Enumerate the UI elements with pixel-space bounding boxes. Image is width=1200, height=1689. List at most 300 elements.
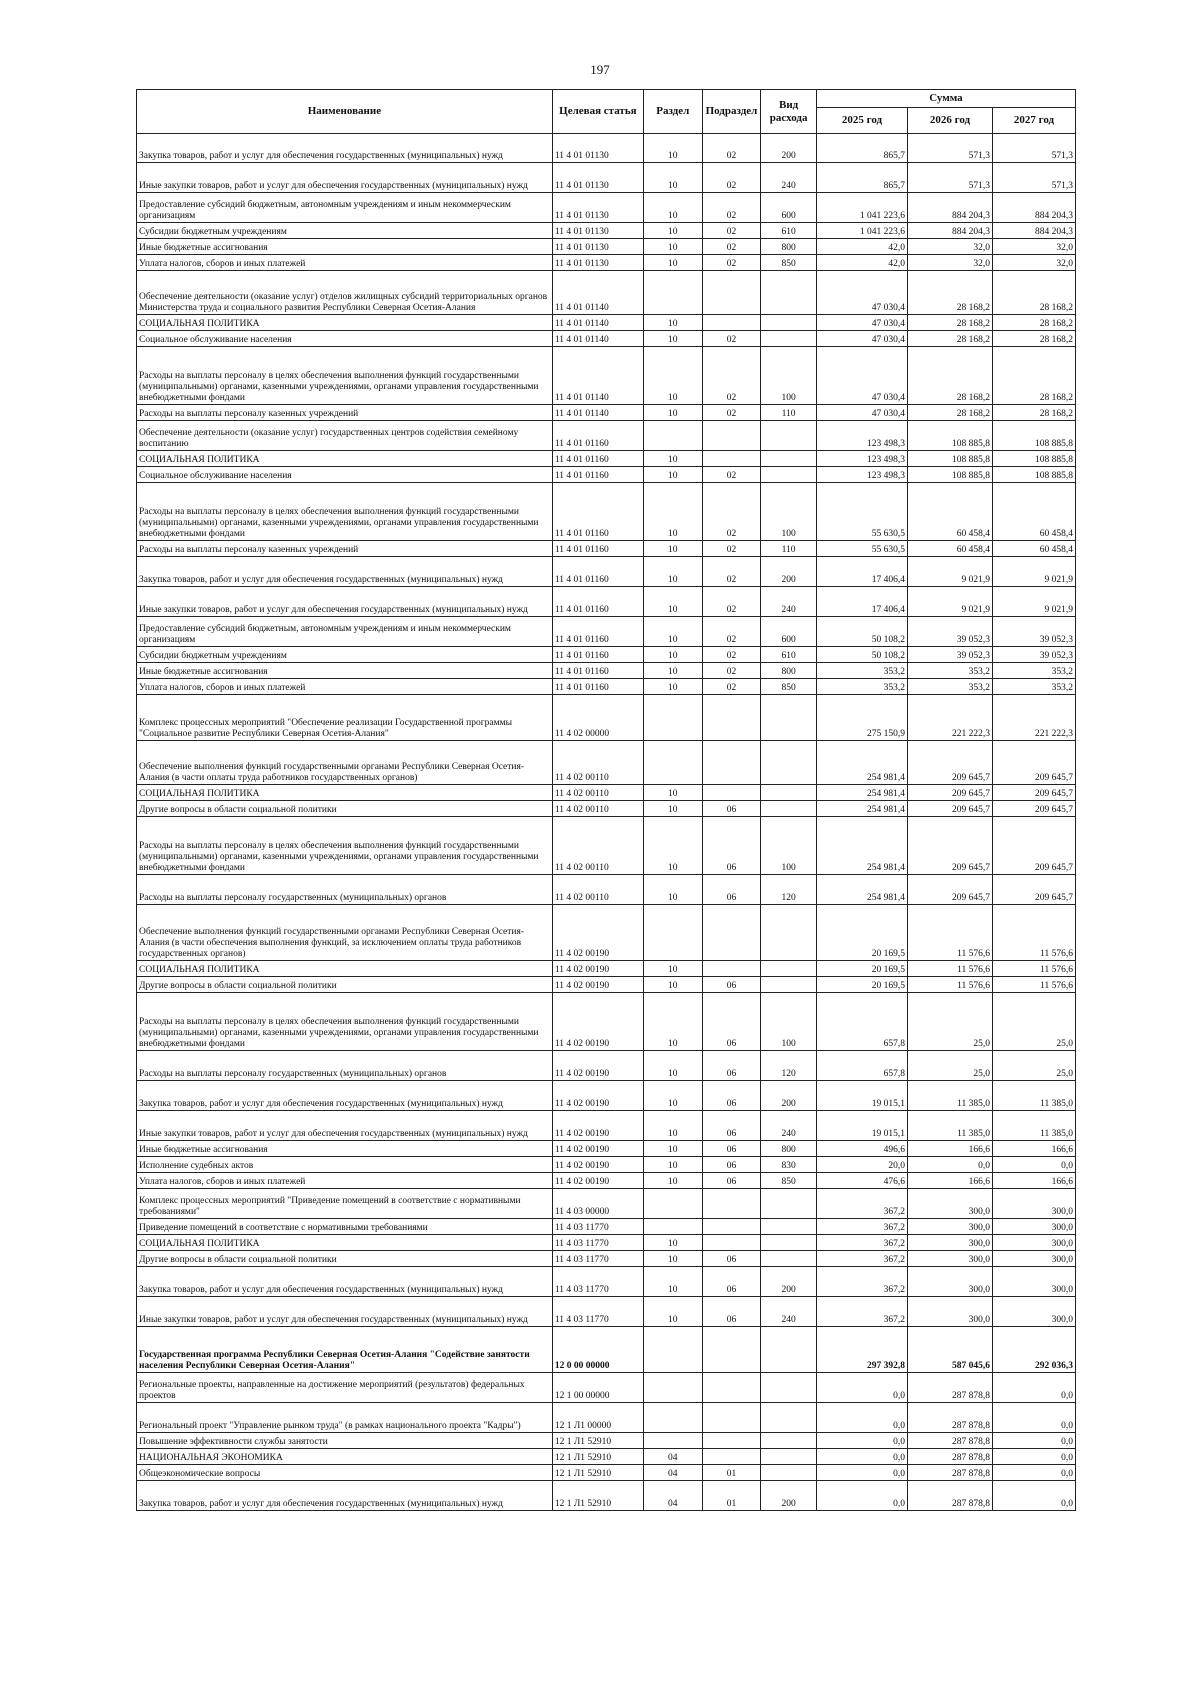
table-row — [137, 741, 1076, 785]
cell-name: Иные закупки товаров, работ и услуг для обеспечения государственных (муниципальных) нужд — [137, 587, 553, 617]
cell-target-article: 11 4 01 01160 — [552, 679, 643, 695]
cell-sum-2027: 108 885,8 — [992, 421, 1075, 451]
cell-expense-type: 110 — [761, 541, 817, 557]
cell-sum-2027: 60 458,4 — [992, 541, 1075, 557]
cell-sum-2026: 300,0 — [908, 1219, 993, 1235]
cell-sum-2027: 28 168,2 — [992, 405, 1075, 421]
cell-expense-type: 200 — [761, 1081, 817, 1111]
cell-sum-2026: 587 045,6 — [908, 1327, 993, 1373]
cell-name: Социальное обслуживание населения — [137, 467, 553, 483]
cell-target-article: 11 4 02 00110 — [552, 875, 643, 905]
cell-sum-2026: 108 885,8 — [908, 467, 993, 483]
table-row — [137, 1267, 1076, 1297]
cell-subsection — [702, 905, 761, 961]
cell-subsection — [702, 1219, 761, 1235]
table-row — [137, 1327, 1076, 1373]
cell-sum-2025: 254 981,4 — [816, 875, 907, 905]
cell-name: СОЦИАЛЬНАЯ ПОЛИТИКА — [137, 451, 553, 467]
cell-sum-2026: 108 885,8 — [908, 421, 993, 451]
cell-sum-2026: 9 021,9 — [908, 557, 993, 587]
cell-sum-2025: 0,0 — [816, 1373, 907, 1403]
cell-expense-type — [761, 451, 817, 467]
cell-sum-2025: 20 169,5 — [816, 961, 907, 977]
table-row — [137, 1157, 1076, 1173]
cell-sum-2025: 123 498,3 — [816, 451, 907, 467]
cell-section: 10 — [643, 875, 702, 905]
table-row — [137, 239, 1076, 255]
cell-sum-2025: 47 030,4 — [816, 347, 907, 405]
cell-sum-2026: 209 645,7 — [908, 801, 993, 817]
cell-name: Расходы на выплаты персоналу в целях обеспечения выполнения функций государственными (муниципальными) органами, казенными учреждениями, органами управления государственными внебюджетными фондами — [137, 993, 553, 1051]
cell-sum-2025: 55 630,5 — [816, 483, 907, 541]
cell-section — [643, 1219, 702, 1235]
cell-sum-2027: 9 021,9 — [992, 587, 1075, 617]
cell-section: 10 — [643, 315, 702, 331]
cell-subsection: 02 — [702, 347, 761, 405]
table-row — [137, 163, 1076, 193]
cell-sum-2026: 11 576,6 — [908, 905, 993, 961]
table-row — [137, 801, 1076, 817]
cell-sum-2027: 0,0 — [992, 1403, 1075, 1433]
cell-sum-2027: 166,6 — [992, 1141, 1075, 1157]
cell-expense-type: 120 — [761, 1051, 817, 1081]
table-row — [137, 255, 1076, 271]
cell-section: 10 — [643, 801, 702, 817]
cell-sum-2025: 19 015,1 — [816, 1111, 907, 1141]
cell-name: СОЦИАЛЬНАЯ ПОЛИТИКА — [137, 961, 553, 977]
cell-target-article: 11 4 03 11770 — [552, 1267, 643, 1297]
cell-sum-2026: 166,6 — [908, 1173, 993, 1189]
cell-name: Расходы на выплаты персоналу в целях обеспечения выполнения функций государственными (муниципальными) органами, казенными учреждениями, органами управления государственными внебюджетными фондами — [137, 347, 553, 405]
cell-subsection: 02 — [702, 223, 761, 239]
cell-sum-2026: 25,0 — [908, 993, 993, 1051]
cell-name: НАЦИОНАЛЬНАЯ ЭКОНОМИКА — [137, 1449, 553, 1465]
cell-sum-2026: 353,2 — [908, 679, 993, 695]
table-row — [137, 1111, 1076, 1141]
cell-section — [643, 1189, 702, 1219]
cell-expense-type: 100 — [761, 993, 817, 1051]
table-row — [137, 1081, 1076, 1111]
cell-section: 04 — [643, 1449, 702, 1465]
cell-sum-2026: 884 204,3 — [908, 223, 993, 239]
cell-sum-2025: 367,2 — [816, 1189, 907, 1219]
cell-subsection: 02 — [702, 193, 761, 223]
cell-sum-2027: 300,0 — [992, 1189, 1075, 1219]
cell-subsection: 01 — [702, 1465, 761, 1481]
cell-subsection — [702, 1373, 761, 1403]
cell-sum-2026: 11 576,6 — [908, 977, 993, 993]
cell-sum-2026: 884 204,3 — [908, 193, 993, 223]
cell-target-article: 12 1 Л1 00000 — [552, 1403, 643, 1433]
cell-section — [643, 1403, 702, 1433]
cell-sum-2027: 11 576,6 — [992, 977, 1075, 993]
cell-name: Исполнение судебных актов — [137, 1157, 553, 1173]
cell-section: 10 — [643, 647, 702, 663]
cell-target-article: 11 4 02 00190 — [552, 1141, 643, 1157]
table-row — [137, 817, 1076, 875]
cell-sum-2026: 353,2 — [908, 663, 993, 679]
table-row — [137, 223, 1076, 239]
cell-name: Уплата налогов, сборов и иных платежей — [137, 255, 553, 271]
cell-section: 10 — [643, 1297, 702, 1327]
cell-sum-2026: 287 878,8 — [908, 1373, 993, 1403]
cell-expense-type — [761, 315, 817, 331]
cell-subsection: 02 — [702, 467, 761, 483]
cell-target-article: 11 4 01 01140 — [552, 271, 643, 315]
cell-sum-2027: 571,3 — [992, 163, 1075, 193]
cell-name: Комплекс процессных мероприятий "Обеспечение реализации Государственной программы "Социальное развитие Республики Северная Осетия-Алания" — [137, 695, 553, 741]
cell-expense-type: 240 — [761, 1111, 817, 1141]
budget-table — [136, 89, 1076, 1511]
cell-subsection — [702, 1327, 761, 1373]
table-row — [137, 557, 1076, 587]
cell-name: Предоставление субсидий бюджетным, автономным учреждениям и иным некоммерческим организациям — [137, 617, 553, 647]
cell-sum-2025: 353,2 — [816, 663, 907, 679]
cell-sum-2027: 28 168,2 — [992, 315, 1075, 331]
cell-target-article: 11 4 01 01160 — [552, 451, 643, 467]
cell-name: Закупка товаров, работ и услуг для обеспечения государственных (муниципальных) нужд — [137, 557, 553, 587]
cell-sum-2025: 254 981,4 — [816, 785, 907, 801]
table-row — [137, 695, 1076, 741]
table-row — [137, 993, 1076, 1051]
cell-subsection — [702, 315, 761, 331]
cell-name: Расходы на выплаты персоналу государственных (муниципальных) органов — [137, 875, 553, 905]
cell-target-article: 11 4 01 01160 — [552, 557, 643, 587]
cell-sum-2025: 17 406,4 — [816, 557, 907, 587]
cell-sum-2026: 25,0 — [908, 1051, 993, 1081]
cell-expense-type: 600 — [761, 617, 817, 647]
cell-section: 10 — [643, 587, 702, 617]
cell-subsection — [702, 785, 761, 801]
cell-sum-2027: 25,0 — [992, 993, 1075, 1051]
cell-section: 10 — [643, 451, 702, 467]
header-year-2027: 2027 год — [992, 108, 1075, 134]
cell-name: Иные закупки товаров, работ и услуг для обеспечения государственных (муниципальных) нужд — [137, 163, 553, 193]
cell-sum-2025: 0,0 — [816, 1433, 907, 1449]
table-row — [137, 1251, 1076, 1267]
cell-expense-type: 120 — [761, 875, 817, 905]
cell-sum-2027: 209 645,7 — [992, 801, 1075, 817]
cell-sum-2026: 300,0 — [908, 1297, 993, 1327]
cell-expense-type — [761, 271, 817, 315]
cell-sum-2026: 300,0 — [908, 1267, 993, 1297]
cell-sum-2025: 47 030,4 — [816, 271, 907, 315]
cell-name: Закупка товаров, работ и услуг для обеспечения государственных (муниципальных) нужд — [137, 1481, 553, 1511]
table-row — [137, 405, 1076, 421]
cell-section: 10 — [643, 679, 702, 695]
cell-subsection — [702, 1403, 761, 1433]
cell-name: Расходы на выплаты персоналу казенных учреждений — [137, 541, 553, 557]
cell-name: Другие вопросы в области социальной политики — [137, 1251, 553, 1267]
cell-sum-2026: 571,3 — [908, 163, 993, 193]
cell-subsection: 02 — [702, 679, 761, 695]
cell-target-article: 11 4 02 00110 — [552, 785, 643, 801]
cell-sum-2025: 254 981,4 — [816, 741, 907, 785]
cell-sum-2025: 55 630,5 — [816, 541, 907, 557]
table-row — [137, 1449, 1076, 1465]
cell-subsection: 06 — [702, 801, 761, 817]
cell-expense-type — [761, 1327, 817, 1373]
cell-name: Иные закупки товаров, работ и услуг для обеспечения государственных (муниципальных) нужд — [137, 1297, 553, 1327]
cell-sum-2025: 20 169,5 — [816, 977, 907, 993]
cell-expense-type: 610 — [761, 223, 817, 239]
table-row — [137, 679, 1076, 695]
cell-sum-2026: 39 052,3 — [908, 647, 993, 663]
header-year-2026: 2026 год — [908, 108, 993, 134]
cell-subsection: 06 — [702, 1111, 761, 1141]
cell-sum-2025: 367,2 — [816, 1297, 907, 1327]
cell-sum-2027: 11 385,0 — [992, 1111, 1075, 1141]
cell-sum-2026: 287 878,8 — [908, 1449, 993, 1465]
cell-expense-type: 200 — [761, 557, 817, 587]
cell-sum-2026: 28 168,2 — [908, 315, 993, 331]
cell-sum-2026: 287 878,8 — [908, 1481, 993, 1511]
cell-expense-type: 240 — [761, 587, 817, 617]
cell-subsection: 02 — [702, 541, 761, 557]
cell-target-article: 11 4 02 00110 — [552, 741, 643, 785]
cell-section: 04 — [643, 1465, 702, 1481]
cell-section — [643, 1327, 702, 1373]
cell-subsection: 02 — [702, 663, 761, 679]
cell-target-article: 11 4 03 11770 — [552, 1297, 643, 1327]
cell-sum-2026: 0,0 — [908, 1157, 993, 1173]
cell-sum-2027: 209 645,7 — [992, 785, 1075, 801]
header-target-article: Целевая статья — [552, 90, 643, 134]
cell-sum-2027: 11 385,0 — [992, 1081, 1075, 1111]
table-body — [137, 134, 1076, 1511]
cell-sum-2025: 657,8 — [816, 993, 907, 1051]
cell-subsection — [702, 1189, 761, 1219]
cell-sum-2025: 367,2 — [816, 1235, 907, 1251]
cell-subsection: 06 — [702, 1157, 761, 1173]
table-row — [137, 647, 1076, 663]
cell-sum-2025: 47 030,4 — [816, 405, 907, 421]
table-row — [137, 961, 1076, 977]
cell-section: 10 — [643, 557, 702, 587]
cell-target-article: 11 4 01 01160 — [552, 467, 643, 483]
cell-section: 10 — [643, 134, 702, 163]
cell-section: 10 — [643, 163, 702, 193]
cell-subsection: 06 — [702, 1081, 761, 1111]
cell-expense-type: 850 — [761, 1173, 817, 1189]
cell-section: 10 — [643, 193, 702, 223]
cell-sum-2027: 0,0 — [992, 1433, 1075, 1449]
cell-expense-type — [761, 785, 817, 801]
cell-section — [643, 1373, 702, 1403]
cell-target-article: 11 4 02 00110 — [552, 817, 643, 875]
cell-section — [643, 271, 702, 315]
cell-subsection: 02 — [702, 239, 761, 255]
cell-target-article: 11 4 01 01130 — [552, 193, 643, 223]
cell-section: 10 — [643, 223, 702, 239]
cell-sum-2025: 50 108,2 — [816, 617, 907, 647]
cell-expense-type: 110 — [761, 405, 817, 421]
cell-expense-type: 800 — [761, 1141, 817, 1157]
cell-target-article: 11 4 01 01130 — [552, 255, 643, 271]
cell-sum-2026: 39 052,3 — [908, 617, 993, 647]
cell-name: Предоставление субсидий бюджетным, автономным учреждениям и иным некоммерческим организациям — [137, 193, 553, 223]
cell-expense-type — [761, 1189, 817, 1219]
cell-name: Общеэкономические вопросы — [137, 1465, 553, 1481]
cell-sum-2027: 0,0 — [992, 1157, 1075, 1173]
cell-expense-type — [761, 1433, 817, 1449]
cell-sum-2025: 19 015,1 — [816, 1081, 907, 1111]
cell-sum-2027: 209 645,7 — [992, 875, 1075, 905]
cell-subsection — [702, 271, 761, 315]
cell-target-article: 11 4 02 00190 — [552, 1173, 643, 1189]
header-sum: Сумма — [816, 90, 1075, 108]
cell-sum-2026: 60 458,4 — [908, 541, 993, 557]
cell-sum-2027: 0,0 — [992, 1465, 1075, 1481]
cell-target-article: 11 4 01 01130 — [552, 223, 643, 239]
table-row — [137, 134, 1076, 163]
cell-sum-2027: 300,0 — [992, 1251, 1075, 1267]
cell-section: 04 — [643, 1481, 702, 1511]
table-row — [137, 421, 1076, 451]
cell-sum-2027: 60 458,4 — [992, 483, 1075, 541]
cell-section — [643, 905, 702, 961]
cell-name: Иные бюджетные ассигнования — [137, 663, 553, 679]
cell-name: Иные бюджетные ассигнования — [137, 239, 553, 255]
cell-name: Комплекс процессных мероприятий "Приведение помещений в соответствие с нормативными требованиями" — [137, 1189, 553, 1219]
cell-sum-2025: 657,8 — [816, 1051, 907, 1081]
cell-name: Иные закупки товаров, работ и услуг для обеспечения государственных (муниципальных) нужд — [137, 1111, 553, 1141]
cell-sum-2025: 0,0 — [816, 1403, 907, 1433]
cell-name: СОЦИАЛЬНАЯ ПОЛИТИКА — [137, 315, 553, 331]
cell-target-article: 12 1 Л1 52910 — [552, 1433, 643, 1449]
cell-section: 10 — [643, 331, 702, 347]
cell-expense-type: 200 — [761, 1481, 817, 1511]
cell-expense-type — [761, 1251, 817, 1267]
cell-expense-type: 100 — [761, 347, 817, 405]
cell-name: Расходы на выплаты персоналу казенных учреждений — [137, 405, 553, 421]
cell-expense-type — [761, 741, 817, 785]
cell-sum-2026: 209 645,7 — [908, 741, 993, 785]
table-row — [137, 347, 1076, 405]
cell-target-article: 11 4 02 00190 — [552, 905, 643, 961]
cell-expense-type — [761, 1219, 817, 1235]
cell-section: 10 — [643, 785, 702, 801]
cell-name: Повышение эффективности службы занятости — [137, 1433, 553, 1449]
cell-section — [643, 1433, 702, 1449]
cell-subsection: 01 — [702, 1481, 761, 1511]
cell-sum-2027: 32,0 — [992, 255, 1075, 271]
cell-sum-2027: 11 576,6 — [992, 961, 1075, 977]
cell-expense-type: 200 — [761, 1267, 817, 1297]
cell-target-article: 11 4 03 11770 — [552, 1251, 643, 1267]
cell-sum-2027: 884 204,3 — [992, 193, 1075, 223]
cell-name: Социальное обслуживание населения — [137, 331, 553, 347]
cell-expense-type: 610 — [761, 647, 817, 663]
cell-target-article: 11 4 03 11770 — [552, 1235, 643, 1251]
cell-name: Закупка товаров, работ и услуг для обеспечения государственных (муниципальных) нужд — [137, 1267, 553, 1297]
table-row — [137, 1465, 1076, 1481]
cell-name: Иные бюджетные ассигнования — [137, 1141, 553, 1157]
cell-expense-type — [761, 1465, 817, 1481]
cell-name: Обеспечение деятельности (оказание услуг) государственных центров содействия семейному воспитанию — [137, 421, 553, 451]
cell-name: Закупка товаров, работ и услуг для обеспечения государственных (муниципальных) нужд — [137, 1081, 553, 1111]
cell-section: 10 — [643, 1235, 702, 1251]
cell-expense-type: 240 — [761, 163, 817, 193]
cell-sum-2027: 209 645,7 — [992, 741, 1075, 785]
cell-subsection: 06 — [702, 1051, 761, 1081]
table-row — [137, 467, 1076, 483]
cell-expense-type — [761, 1449, 817, 1465]
cell-sum-2027: 353,2 — [992, 663, 1075, 679]
cell-sum-2025: 254 981,4 — [816, 817, 907, 875]
cell-name: Расходы на выплаты персоналу в целях обеспечения выполнения функций государственными (муниципальными) органами, казенными учреждениями, органами управления государственными внебюджетными фондами — [137, 817, 553, 875]
table-row — [137, 617, 1076, 647]
cell-section: 10 — [643, 1051, 702, 1081]
cell-sum-2026: 300,0 — [908, 1251, 993, 1267]
cell-sum-2026: 28 168,2 — [908, 405, 993, 421]
table-row — [137, 785, 1076, 801]
cell-name: Региональный проект "Управление рынком труда" (в рамках национального проекта "Кадры") — [137, 1403, 553, 1433]
cell-section: 10 — [643, 961, 702, 977]
cell-sum-2027: 221 222,3 — [992, 695, 1075, 741]
cell-target-article: 11 4 02 00190 — [552, 1157, 643, 1173]
cell-target-article: 12 0 00 00000 — [552, 1327, 643, 1373]
table-row — [137, 905, 1076, 961]
cell-expense-type — [761, 1373, 817, 1403]
cell-sum-2027: 0,0 — [992, 1449, 1075, 1465]
cell-expense-type — [761, 1235, 817, 1251]
cell-sum-2025: 47 030,4 — [816, 331, 907, 347]
cell-section: 10 — [643, 239, 702, 255]
cell-target-article: 11 4 01 01160 — [552, 663, 643, 679]
cell-expense-type: 830 — [761, 1157, 817, 1173]
cell-target-article: 12 1 Л1 52910 — [552, 1449, 643, 1465]
cell-target-article: 11 4 01 01160 — [552, 587, 643, 617]
cell-expense-type: 100 — [761, 817, 817, 875]
cell-section: 10 — [643, 817, 702, 875]
cell-sum-2026: 108 885,8 — [908, 451, 993, 467]
cell-target-article: 11 4 02 00190 — [552, 977, 643, 993]
cell-sum-2027: 292 036,3 — [992, 1327, 1075, 1373]
cell-name: Обеспечение выполнения функций государственными органами Республики Северная Осетия-Алания (в части обеспечения выполнения функций, за исключением оплаты труда работников государственных органов) — [137, 905, 553, 961]
cell-subsection: 02 — [702, 331, 761, 347]
table-row — [137, 483, 1076, 541]
cell-section: 10 — [643, 617, 702, 647]
header-expense-type: Вид расхода — [761, 90, 817, 134]
cell-subsection — [702, 741, 761, 785]
cell-section — [643, 421, 702, 451]
cell-subsection: 06 — [702, 1251, 761, 1267]
cell-sum-2027: 209 645,7 — [992, 817, 1075, 875]
table-row — [137, 1173, 1076, 1189]
cell-name: Расходы на выплаты персоналу в целях обеспечения выполнения функций государственными (муниципальными) органами, казенными учреждениями, органами управления государственными внебюджетными фондами — [137, 483, 553, 541]
cell-target-article: 11 4 01 01140 — [552, 405, 643, 421]
cell-section: 10 — [643, 1267, 702, 1297]
cell-subsection: 02 — [702, 483, 761, 541]
cell-target-article: 12 1 00 00000 — [552, 1373, 643, 1403]
cell-expense-type: 200 — [761, 134, 817, 163]
cell-target-article: 11 4 02 00110 — [552, 801, 643, 817]
table-row — [137, 271, 1076, 315]
table-row — [137, 1235, 1076, 1251]
cell-expense-type: 240 — [761, 1297, 817, 1327]
cell-section: 10 — [643, 1081, 702, 1111]
cell-sum-2025: 865,7 — [816, 134, 907, 163]
cell-subsection: 02 — [702, 557, 761, 587]
cell-sum-2026: 32,0 — [908, 255, 993, 271]
cell-expense-type — [761, 961, 817, 977]
cell-target-article: 11 4 01 01160 — [552, 483, 643, 541]
table-row — [137, 587, 1076, 617]
cell-expense-type — [761, 695, 817, 741]
cell-subsection: 06 — [702, 1267, 761, 1297]
table-row — [137, 315, 1076, 331]
